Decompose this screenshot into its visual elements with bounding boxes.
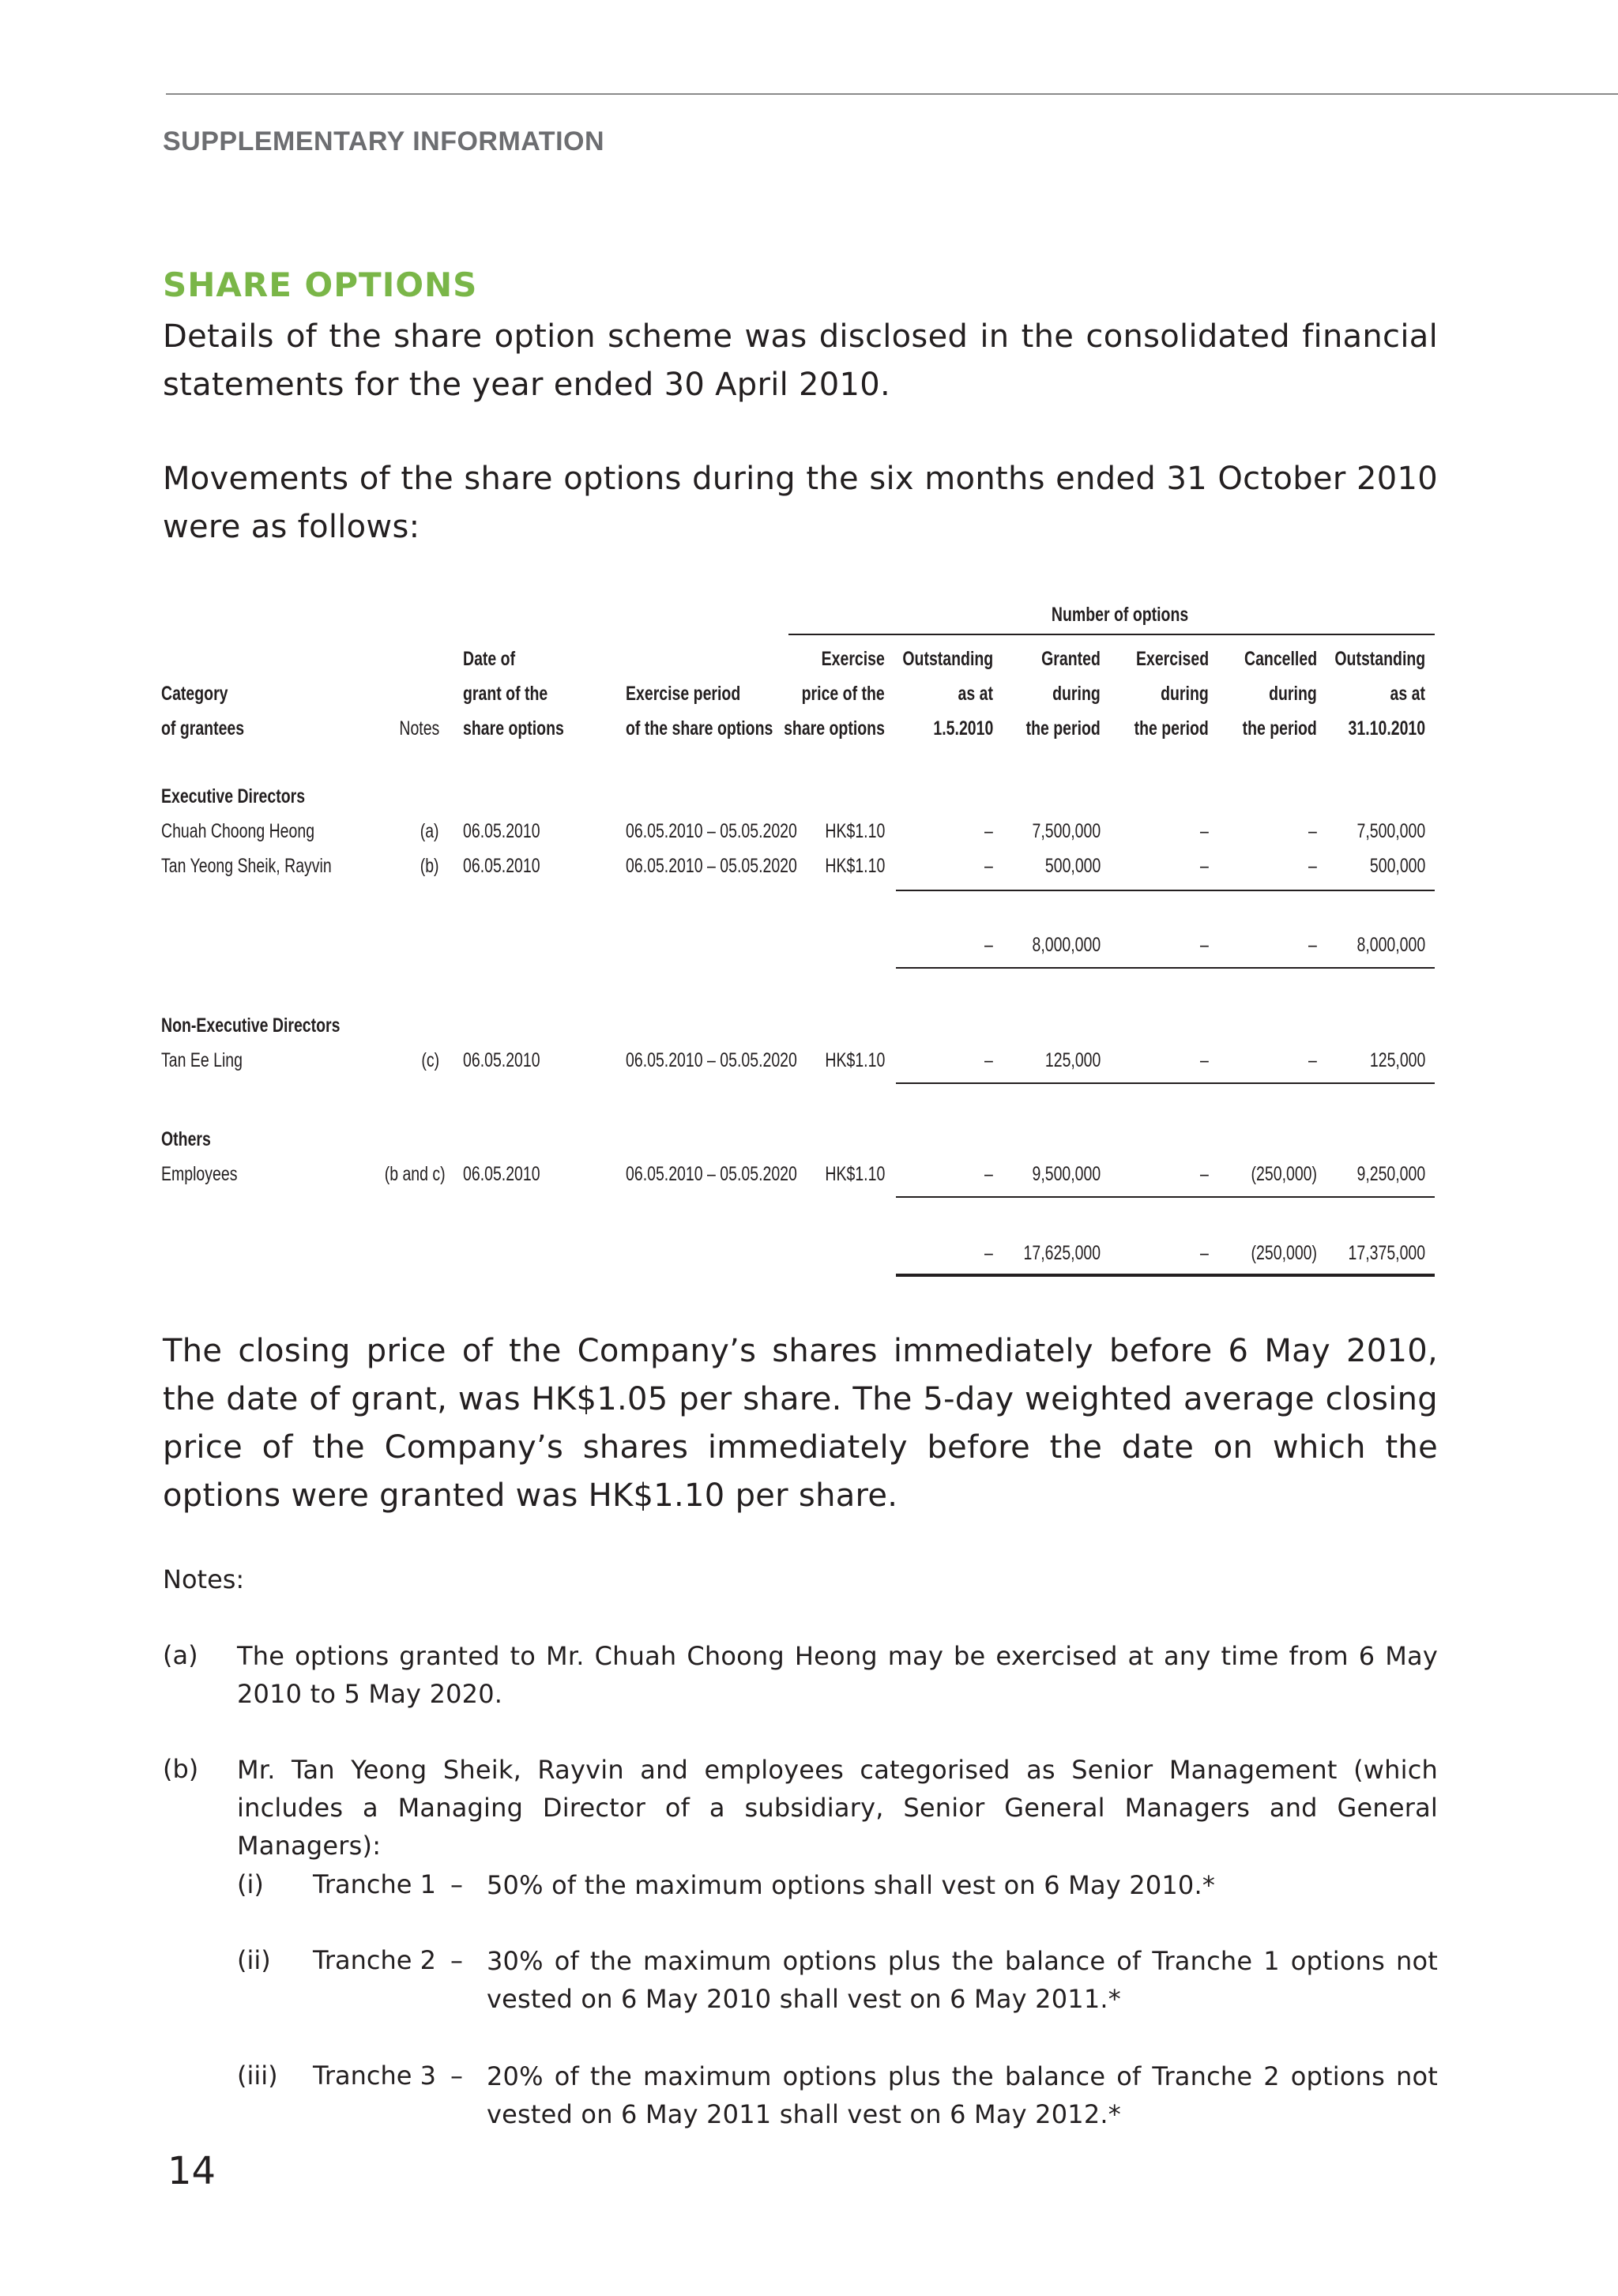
note-a-marker: (a) xyxy=(163,1640,198,1670)
tranche-1-dash: – xyxy=(450,1869,463,1899)
number-of-options-header: Number of options xyxy=(1051,604,1189,626)
group-label-others: Others xyxy=(161,1128,211,1150)
subtotal-exercised: – xyxy=(1200,934,1209,956)
total-outstanding-end: 17,375,000 xyxy=(1348,1242,1425,1264)
running-head: SUPPLEMENTARY INFORMATION xyxy=(163,126,605,156)
row-outstanding-start: – xyxy=(984,820,993,842)
row-granted: 125,000 xyxy=(1044,1049,1101,1071)
col-header-cancelled-1: Cancelled xyxy=(1244,648,1317,670)
non-executive-rule xyxy=(896,1082,1435,1084)
row-outstanding-end: 9,250,000 xyxy=(1356,1163,1425,1185)
col-header-outstanding-start-1: Outstanding xyxy=(902,648,993,670)
col-header-granted-3: the period xyxy=(1025,717,1101,740)
row-period: 06.05.2010 – 05.05.2020 xyxy=(626,1049,797,1071)
col-header-category-2: of grantees xyxy=(161,717,245,740)
row-period: 06.05.2010 – 05.05.2020 xyxy=(626,820,797,842)
subtotal-granted: 8,000,000 xyxy=(1032,934,1101,956)
subtotal-bottom-rule xyxy=(896,967,1435,969)
row-cancelled: – xyxy=(1308,820,1317,842)
row-date: 06.05.2010 xyxy=(463,1163,540,1185)
tranche-2-dash: – xyxy=(450,1945,463,1975)
col-header-date-2: grant of the xyxy=(463,683,548,705)
row-date: 06.05.2010 xyxy=(463,1049,540,1071)
header-rule xyxy=(788,634,1435,635)
col-header-outstanding-start-3: 1.5.2010 xyxy=(933,717,993,740)
closing-price-paragraph: The closing price of the Company’s shares immediately before 6 May 2010, the date of grant, was HK$1.05 per share. The 5-day weighted average closing price of the Company’s shares immediately before the date on which the options were granted was HK$1.10 per share. xyxy=(163,1333,1438,1514)
col-header-exercised-3: the period xyxy=(1134,717,1209,740)
row-exercised: – xyxy=(1200,820,1209,842)
group-label-executive: Executive Directors xyxy=(161,785,306,807)
intro-paragraph-1: Details of the share option scheme was disclosed in the consolidated financial statements for the year ended 30 April 2010. xyxy=(163,318,1438,403)
tranche-3-dash: – xyxy=(450,2061,463,2091)
subtotal-outstanding-end: 8,000,000 xyxy=(1356,934,1425,956)
row-cancelled: – xyxy=(1308,1049,1317,1071)
col-header-exercised-1: Exercised xyxy=(1135,648,1209,670)
row-outstanding-end: 500,000 xyxy=(1369,855,1425,877)
row-outstanding-start: – xyxy=(984,1163,993,1185)
group-label-non-executive: Non-Executive Directors xyxy=(161,1014,341,1037)
row-note: (b and c) xyxy=(385,1163,446,1185)
tranche-1-label: Tranche 1 xyxy=(313,1869,436,1899)
tranche-2-text: 30% of the maximum options plus the balance of Tranche 1 options not vested on 6 May 2010 shall vest on 6 May 2011.* xyxy=(487,1946,1438,2014)
col-header-period-1: Exercise period xyxy=(626,683,741,705)
row-outstanding-end: 125,000 xyxy=(1369,1049,1425,1071)
col-header-category-1: Category xyxy=(161,683,228,705)
col-header-outstanding-end-1: Outstanding xyxy=(1334,648,1425,670)
col-header-date-1: Date of xyxy=(463,648,516,670)
row-name: Tan Ee Ling xyxy=(161,1049,243,1071)
row-note: (b) xyxy=(420,855,439,877)
col-header-granted-1: Granted xyxy=(1041,648,1101,670)
row-date: 06.05.2010 xyxy=(463,855,540,877)
tranche-3-label: Tranche 3 xyxy=(313,2061,436,2091)
col-header-price-3: share options xyxy=(784,717,885,740)
row-granted: 7,500,000 xyxy=(1032,820,1101,842)
row-exercised: – xyxy=(1200,1163,1209,1185)
row-granted: 9,500,000 xyxy=(1032,1163,1101,1185)
col-header-exercised-2: during xyxy=(1161,683,1209,705)
page-number: 14 xyxy=(167,2149,216,2193)
row-outstanding-end: 7,500,000 xyxy=(1356,820,1425,842)
row-price: HK$1.10 xyxy=(825,1163,885,1185)
row-note: (c) xyxy=(421,1049,439,1071)
col-header-outstanding-start-2: as at xyxy=(958,683,993,705)
note-b-marker: (b) xyxy=(163,1754,199,1784)
tranche-3-marker: (iii) xyxy=(237,2061,278,2091)
row-outstanding-start: – xyxy=(984,855,993,877)
row-date: 06.05.2010 xyxy=(463,820,540,842)
subtotal-cancelled: – xyxy=(1308,934,1317,956)
row-period: 06.05.2010 – 05.05.2020 xyxy=(626,855,797,877)
tranche-2-label: Tranche 2 xyxy=(313,1945,436,1975)
total-exercised: – xyxy=(1200,1242,1209,1264)
notes-label: Notes: xyxy=(163,1564,245,1594)
row-price: HK$1.10 xyxy=(825,820,885,842)
col-header-price-2: price of the xyxy=(801,683,885,705)
total-cancelled: (250,000) xyxy=(1251,1242,1317,1264)
row-granted: 500,000 xyxy=(1044,855,1101,877)
total-granted: 17,625,000 xyxy=(1023,1242,1101,1264)
col-header-granted-2: during xyxy=(1052,683,1101,705)
row-name: Chuah Choong Heong xyxy=(161,820,315,842)
row-name: Tan Yeong Sheik, Rayvin xyxy=(161,855,332,877)
col-header-period-2: of the share options xyxy=(626,717,773,740)
row-exercised: – xyxy=(1200,1049,1209,1071)
row-outstanding-start: – xyxy=(984,1049,993,1071)
row-price: HK$1.10 xyxy=(825,1049,885,1071)
subtotal-outstanding-start: – xyxy=(984,934,993,956)
col-header-outstanding-end-3: 31.10.2010 xyxy=(1348,717,1425,740)
col-header-cancelled-3: the period xyxy=(1242,717,1317,740)
row-cancelled: – xyxy=(1308,855,1317,877)
tranche-1-text: 50% of the maximum options shall vest on 6 May 2010.* xyxy=(487,1870,1216,1900)
tranche-1-marker: (i) xyxy=(237,1869,264,1899)
note-b-text: Mr. Tan Yeong Sheik, Rayvin and employees categorised as Senior Management (which includes a Managing Director of a subsidiary, Senior General Managers and General Managers): xyxy=(237,1755,1438,1861)
col-header-date-3: share options xyxy=(463,717,564,740)
row-note: (a) xyxy=(420,820,439,842)
others-rule xyxy=(896,1196,1435,1198)
row-exercised: – xyxy=(1200,855,1209,877)
note-a-text: The options granted to Mr. Chuah Choong Heong may be exercised at any time from 6 May 2010 to 5 May 2020. xyxy=(237,1641,1438,1709)
tranche-2-marker: (ii) xyxy=(237,1945,271,1975)
col-header-price-1: Exercise xyxy=(821,648,885,670)
top-rule xyxy=(166,93,1618,95)
tranche-3-text: 20% of the maximum options plus the balance of Tranche 2 options not vested on 6 May 2011 shall vest on 6 May 2012.* xyxy=(487,2061,1438,2129)
subtotal-top-rule xyxy=(896,890,1435,891)
row-period: 06.05.2010 – 05.05.2020 xyxy=(626,1163,797,1185)
row-cancelled: (250,000) xyxy=(1251,1163,1317,1185)
total-double-rule xyxy=(896,1274,1435,1277)
row-price: HK$1.10 xyxy=(825,855,885,877)
row-name: Employees xyxy=(161,1163,238,1185)
col-header-outstanding-end-2: as at xyxy=(1390,683,1425,705)
col-header-notes: Notes xyxy=(399,717,439,740)
total-outstanding-start: – xyxy=(984,1242,993,1264)
col-header-cancelled-2: during xyxy=(1269,683,1317,705)
section-title: SHARE OPTIONS xyxy=(163,265,478,304)
intro-paragraph-2: Movements of the share options during the six months ended 31 October 2010 were as follows: xyxy=(163,461,1438,545)
